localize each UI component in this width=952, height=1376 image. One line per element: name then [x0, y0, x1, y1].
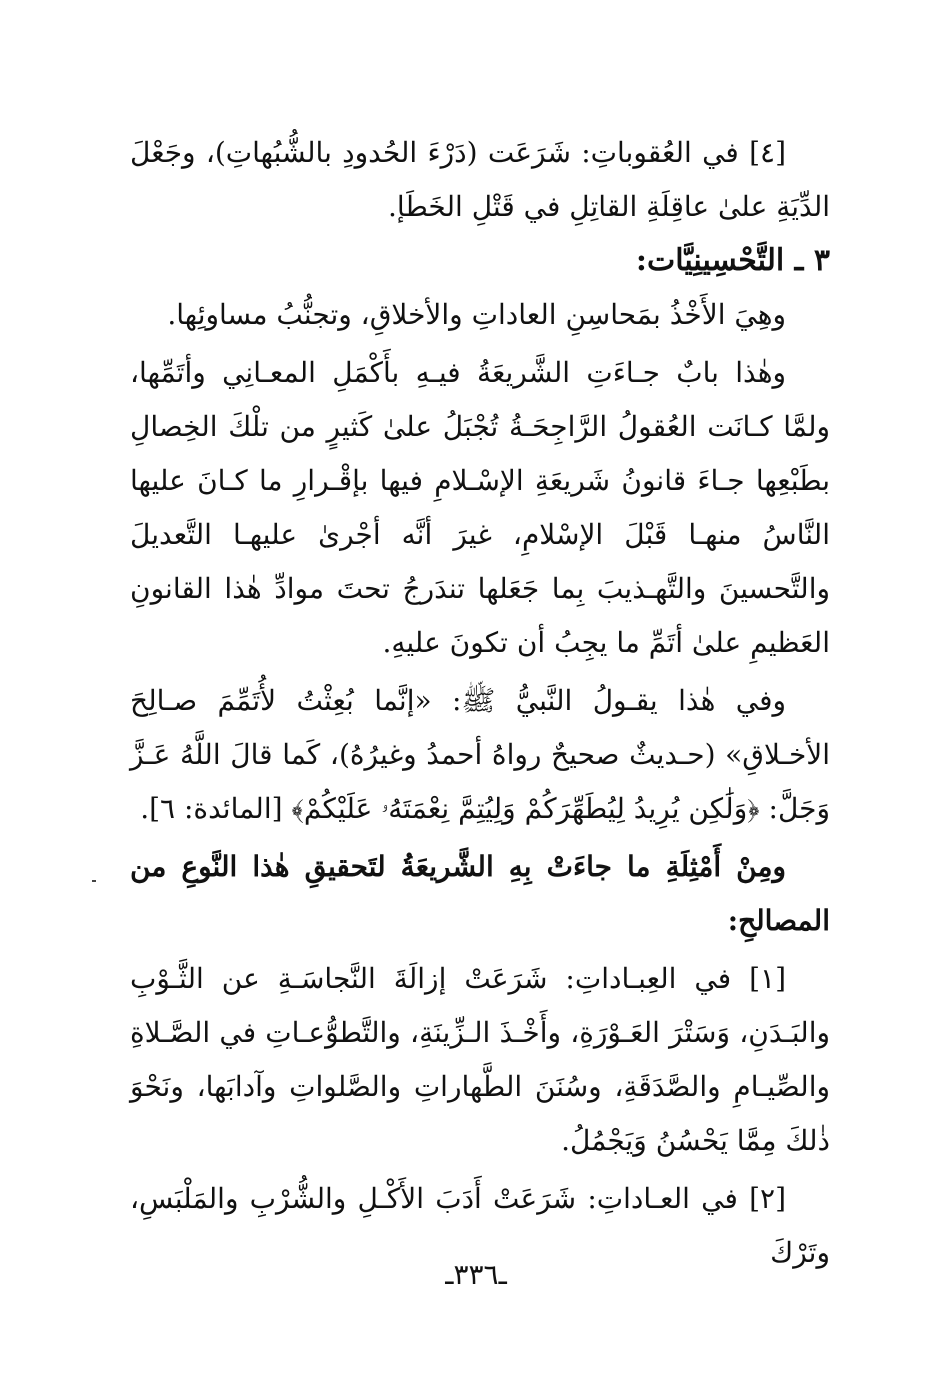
section-heading: ٣ ـ التَّحْسِينِيَّات:	[635, 243, 830, 278]
paragraph-worship: [١] في العِبـاداتِ: شَرَعَتْ إزالَةَ النَّجاسَـةِ عن الثَّـوْبِ والبَـدَنِ، وَسَتْرَ العَـوْرَةِ، وأَخْـذَ الـزِّينَةِ، والتَّطوُّعـاتِ في الصَّـلاةِ والصِّيـامِ والصَّدَقَةِ، وسُنَنَ الطَّهاراتِ والصَّلواتِ وآدابَها، ونَحْوَ ذٰلكَ مِمَّا يَحْسُنُ وَيَجْمُلُ.	[130, 962, 830, 1157]
paragraph-definition: وهِيَ الأَخْذُ بمَحاسِنِ العاداتِ والأخلاقِ، وتجنُّبُ مساوئِها.	[167, 298, 786, 331]
paragraph-hadith-quote: وفي هٰذا يقـولُ النَّبيُّ ﷺ: «إنَّما بُعِثْتُ لأُتَمِّمَ صـالِحَ الأخـلاقِ» (حـديثٌ صحيحٌ رواهُ أحمدُ وغيرُهُ)، كَما قالَ اللَّهُ عَـزَّ وَجَلَّ: ﴿وَلَٰكِن يُرِيدُ لِيُطَهِّرَكُمْ وَلِيُتِمَّ نِعْمَتَهُۥ عَلَيْكُمْ﴾ [المائدة: ٦].	[130, 684, 830, 825]
stray-ink-mark	[92, 880, 96, 882]
paragraph-sharia-perfection: وهٰذا بابٌ جـاءَتِ الشَّريعَةُ فيـهِ بأَكْمَلِ المعـانِي وأتَمِّها، ولمَّا كـانَت العُقولُ الرَّاجِحَـةُ تُجْبَلُ علىٰ كَثيرٍ من تلْكَ الخِصالِ بطَبْعِها جـاءَ قانونُ شَريعَةِ الإسْـلامِ فيها بإقْـرارِ ما كـانَ عليها النَّاسُ منهـا قَبْلَ الإسْلامِ، غيرَ أنَّه أجْرىٰ عليهـا التَّعديلَ والتَّحسينَ والتَّهـذيبَ بِما جَعَلها تندَرجُ تحتَ موادِّ هٰذا القانونِ العَظيمِ علىٰ أتَمِّ ما يجِبُ أن تكونَ عليهِ.	[130, 356, 830, 659]
paragraph-punishments: [٤] في العُقوباتِ: شَرَعَت (دَرْءَ الحُدودِ بالشُّبُهاتِ)، وجَعْلَ الدِّيَةِ علىٰ عاقِلَةِ القاتِلِ في قَتْلِ الخَطَإ.	[130, 136, 830, 223]
page-number: ـ٣٣٦ـ	[445, 1258, 507, 1291]
page-body	[130, 126, 830, 1280]
paragraph-customs: [٢] في العـاداتِ: شَرَعَتْ أَدَبَ الأَكْـلِ والشُّرْبِ والمَلْبَسِ، وتَرْكَ	[130, 1182, 830, 1269]
paragraph-examples-intro: ومِنْ أَمْثِلَةِ ما جاءَتْ بِهِ الشَّريعَةُ لتَحقيقِ هٰذا النَّوعِ من المصالحِ:	[130, 850, 830, 937]
